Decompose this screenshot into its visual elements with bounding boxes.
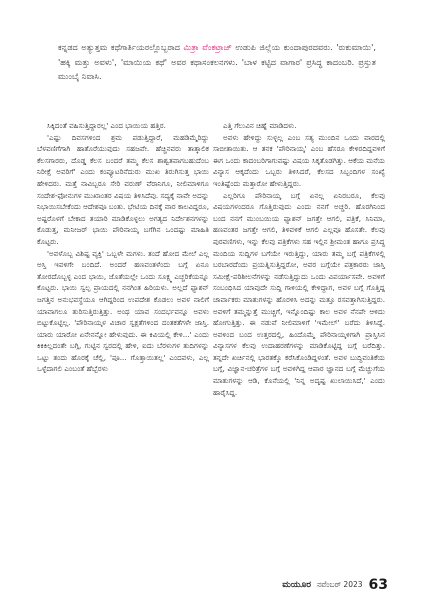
article-column-left [37, 120, 209, 375]
issue-date: ನವೆಂಬರ್ 2023 [316, 580, 363, 589]
page-footer [282, 576, 388, 594]
paragraph: ಅವಳು ಹೇಳಿದ್ದು ಸುಳ್ಳಲ್ಲ ಎಂಬ ಸತ್ಯ ಮುಂದಿನ ಒಂದು ವಾರದಲ್ಲಿ ಸಾಬೀತಾಯಿತು. ಆ ತನಕ 'ಪೌರಿನಾಯ್ಕ' ಎಂಬ ಹೆಸರೂ ಕೇಳಿರದಿದ್ದವಳಿಗೆ ಈಗ ಒಂದು ಕಾದಂಬರಿಗಾಗುವಷ್ಟು ವಿಷಯ ಸಿಕ್ಕತೊಡಗಿತ್ತು. ಆಕೆಯ ಮನೆಯ ವಿನ್ಯಾಸ ಆಕ್ಕದೆಂದು ಒಬ್ಬರು ತಿಳಿಸಿದರೆ, ಕೆಲಸದ ಸಿಬ್ಬಂದಿಗಳ ಸಂಖ್ಯೆ ಇಂತಿಷ್ಟೆಂದು ಮತ್ತಾರೋ ಹೇಳುತ್ತಿದ್ದರು. [213, 132, 385, 188]
author-intro [58, 40, 376, 84]
article-column-right [213, 120, 385, 398]
intro-text-start: ಕನ್ನಡದ ಅತ್ಯುತ್ತಮ ಕಥೆಗಾರ್ತಿಯರಲ್ಲೊಬ್ಬರಾದ [58, 42, 184, 52]
paragraph: 'ಎಷ್ಟು ದಿವಸಗಳಿಂದ ಶ್ರಮ ಪಡುತ್ತಿದ್ದಾರೆ, ಮಹಡಿಮ್ಮೆರಿದ್ದು ಬೆಳವಣಿಗೆಗಾಗಿ ಹಾತೊರೆಯುವುದು ಸಹಜವೇ. ಹೆಚ್ಚಿನವರು ತಾತ್ಕಾಲಿಕ ಕೆಲಸಗಾರರು, ದೊಡ್ಡ ಕೆಲಸ ಬಂದರೆ ತಮ್ಮ ಕೆಲಸ ಶಾಶ್ವತವಾಗಬಹುದೆಂಬ ನಿರೀಕ್ಷೆ ಅವರಿಗೆ' ಎಂದು ಕಂಪ್ಯೂಟರಿನೆದುರು ಮುಖ ತಿರುಗಿಸುತ್ತ ಭಾಯಿ ಹೇಳಿದರು. ಮತ್ತೆ ನಾವಿಬ್ಬರೂ ಸೇರಿ ವರುಣ್ ವೆರಾನಿಗೂ, ನೀಲಿಮಾಳಿಗೂ ಸಂದೇಶ-ಫೋನುಗಳ ಮುಖಾಂತರ ವಿಷಯ ತಿಳಿಸಿದೆವು. ಸದ್ಯಕ್ಕೆ ನಾವೇ ಅದನ್ನು ನಿಭಾಯಿಸಬೇಕೆಂದು ಆದೇಶವೂ ಬಂತು. ಭೇಟಿಯ ದಿನಕ್ಕೆ ವಾರ ಕಾಲವಿದ್ದರೂ, ಅಷ್ಟರೊಳಗೆ ಬೇಕಾದ ತಯಾರಿ ಮಾಡಿಕೊಳ್ಳಲು ಅಗತ್ಯದ ನಿರ್ದೇಶನಗಳನ್ನು ಕೊಡುತ್ತ, ಮನೀಜರ್ ಭಾಯಿ ಪೌರಿನಾಯ್ಕ ಬಗೆಗಿನ ಒಂದಷ್ಟು ಮಾಹಿತಿ ಕೊಟ್ಟರು. [37, 132, 209, 246]
paragraph: ಸಿಕ್ಕಿದಂತೆ ವಹಿಸುತ್ತಿದ್ದಾರಲ್ಲ' ಎಂದ ಭಾಯಿಯ ಹತ್ತಿರ. [47, 121, 166, 130]
paragraph: 'ಅವಳೊಬ್ಬ ವಿಶಿಷ್ಟ ವ್ಯಕ್ತಿ' ಒಬ್ಬಳೇ ಮಗಳು. ತಂದೆ ಹೋದ ಮೇಲೆ ಎಲ್ಲ ಅಸ್ತಿ ಇವಳಿಗೇ ಬಂದಿದೆ. ಅಂದರೆ ಹಣವಂತಳೆಂದು ಬಗ್ಗೆ ಏನೂ ತೋರದೊಬ್ಬಳ್ಳ ಎಂದ ಭಾಯಿ, ಜೊತೆಯಲ್ಲೇ ಒಂದು ಸೂಕ್ಷ್ಮ ಎಚ್ಚರಿಕೆಯನ್ನೂ ಕೊಟ್ಟರು. ಭಾಯಿ ಸ್ವಲ್ಪ ಪ್ರಾಯದಲ್ಲಿ ನನಗಿಂತ ಹಿರಿಯಳು. ಅಲ್ಲದೆ ಫ್ಯಾಶನ್ ಜಗತ್ತಿನ ಅನುಭವಸ್ಥೆಯೂ ಆಗಿದ್ದರಿಂದ ಉಪದೇಶ ಕೊಡಲು ಅವಳ ನಾಲಿಗೆ ಯಾವಾಗಲೂ ತುರಿಸುತ್ತಿರುತ್ತಿತ್ತು. ಅಂಥ ಯಾವ ಸಂದರ್ಭವನ್ನೂ ಅವಳು ಬಿಟ್ಟುಕೊಟ್ಟಿಲ್ಲ. 'ಪೌರಿನಾಯ್ಕಳ ವಿಚಾರ ಸ್ವಕ್ಷತೆಗಳಿಂದ ದಂತಕತೆಗಳೇ ಜಾಸ್ತಿ. ಯಾರು ಯಾರೋ ಏನೇನನ್ನೋ ಹೇಳುವುದು. ಈ ಕಿವಿಯಲ್ಲಿ ಕೇಳಿ...' ಎಂದು ಕಿಕಿಕಿಲ್ಲದಂತೇ ಬಗ್ಗಿ, ಗುಟ್ಟಿನ ಸ್ವರದಲ್ಲಿ ಹೇಳಿ, ಐದು ಬೆರಳುಗಳ ತುದಿಗಳನ್ನು ಒಟ್ಟು ತಂದು ಹೊರಕ್ಕೆ ಚೆಲ್ಲಿ, 'ಪೂ... ಗೊತ್ತಾಯಿತಲ್ಲ' ಎಂದವಳು, ಎಲ್ಲ ಒಳ್ಳೆದಾಗಲಿ ಎಂಬಂತೆ ಹೆಬ್ಬೆರಳು [37, 248, 209, 374]
magazine-logo: ಮಯೂರ [282, 580, 311, 590]
paragraph: ಎಲ್ಲರಿಗೂ ಪೌರಿನಾಯ್ಕ ಬಗ್ಗೆ ಏನಲ್ಲ ಏನಿರಬರೂ, ಕೆಲವು ವಿಷಯಗಳಂದರೂ ಗೊತ್ತಿರುವುದು ಎಂದು ನನಗೆ ಅಚ್ಚರಿ. ಹೊರಗಿನಿಂದ ಬಂದ ನನಗೆ ಮುಂಬಯಿಯ ಫ್ಯಾಶನ್ ಜಗತ್ತೇ ಆಗಲಿ, ಪತ್ರಿಕೆ, ಸಿನಿಮಾ, ಹಣವಂತರ ಜಗತ್ತೇ ಆಗಲಿ, ತಿಳಿವಳಿಕೆ ಆಗಲಿ ಎಲ್ಲವೂ ಹೊಸತೇ. ಕೆಲವು ಪುರವಣಿಗಳು, ಇನ್ನು ಕೆಲವು ಪತ್ರಿಕೆಗಳು ಸಹ ಇಲ್ಲಿನ ಶ್ರೀಮಂತ ಹಾಗೂ ಪ್ರಸಿದ್ಧ ಮಂದಿಯ ಸುದ್ದಿಗಳ ಬಗೆಯೇ ಇರುತ್ತಿದ್ದು, ಯಾರು ತಮ್ಮ ಬಗ್ಗೆ ಪತ್ರಿಕೆಗಳಲ್ಲಿ ಬರಬಾರದೆಂದು ಪ್ರಯತ್ನಿಸುತ್ತಿದ್ದರೋ, ಅವರ ಬಗ್ಗೆಯೇ ಪತ್ರಕಾರರು ಜಾಸ್ತಿ ಸಮೀಕ್ಷೆ-ಪರಿಶೀಲನೆಗಳನ್ನು ನಡೆಸುತ್ತಿದ್ದುದು ಒಂದು ವಿಪರ್ಯಾಸವೇ. ಅವಳಿಗೆ ಸಂಬಂಧಿಸಿದ ಯಾವುದೇ ಸುದ್ದಿ ಗಾಳಿಯಲ್ಲಿ ಕೇಳಿದ್ದಾಗ, ಅವಳ ಬಗ್ಗೆ ಗೊತ್ತಿದ್ದ ಚಾರ್ವಾಕರು ಮಾತುಗಳನ್ನು ಹೊರಳಿಸಿ ಅದನ್ನು ಮತ್ತೂ ರಸವತ್ತಾಗಿಸುತ್ತಿದ್ದರು. ಅವಳಿಗೆ ತಮ್ಮನ್ನುತ್ತೆ ಮುಚ್ಚಿಗೆ, ಇನ್ನೊಂದಿಷ್ಟು ಕಾಲ ಅವಳ ನೆನಪೇ ಆಳಿದು ಹೋಗುತ್ತಿತ್ತು. ಈ ನಡುವೆ ನೀಲಿಮಾಳಿಗೆ 'ಇಮೇಲ್' ಬರೆದು ತಿಳಿಸಿದ್ದೆ. ಅವಳಿಂದ ಬಂದ ಉತ್ತರದಲ್ಲಿ, ಹಿಂದೊಮ್ಮೆ ಪೌರಿನಾಯ್ಕಳಿಗಾಗಿ ಪ್ರಾಸ್ತಿಸಿನ ವಿನ್ಯಾಸಗಳ ಕೆಲವು ಉದಾಹರಣೆಗಳನ್ನು ಮಾಡಿಕೊಟ್ಟಿದ್ದ ಬಗ್ಗೆ ಬರೆದಿತ್ತು. ತನ್ನದೇ ಖರ್ಚಿನಲ್ಲಿ ಭಾರತಕ್ಕೊ ಕರೆಸಿಕೊಂಡಿದ್ದಳಂತೆ. ಅವಳ ಬುದ್ಧಿವಂತಿಕೆಯ ಬಗ್ಗೆ, ವಿಜ್ಞಾನ-ಚರಿತ್ರೆಗಳ ಬಗ್ಗೆ ಅವಳಿಗಿದ್ದ ಆಪಾರ ಜ್ಞಾನದ ಬಗ್ಗೆ ಮೆಚ್ಚುಗೆಯ ಮಾತುಗಳನ್ನು ಆಡಿ, ಕೊನೆಯಲ್ಲಿ 'ನಿನ್ನ ಅದೃಷ್ಟ ಖುಲಾಯಿಸಿದೆ,' ಎಂದು ಹಾರೈಸಿದ್ದ. [213, 190, 385, 397]
page-number: 63 [368, 577, 388, 593]
author-name: ಮಿತ್ರಾ ವೆಂಕಟ್ರಾಜ್ [183, 42, 232, 52]
paragraph: ಎತ್ತಿ ಗೆಲುವಿನ ಚಿಹ್ನೆ ಮಾಡಿದಳು. [223, 121, 297, 130]
intro-text-end: ಉಡುಪಿ ಜಿಲ್ಲೆಯ ಕುಂದಾಪುರದವರು. 'ರುಕುಮಾಯಿ', 'ಹಕ್ಕಿ ಮತ್ತು ಅವಳು', 'ಮಾಯಿಯ ಕಥೆ' ಅವರ ಕಥಾಸಂಕಲನಗಳು. 'ಬಾಳ ಕಟ್ಟಿದ ವಾಗಾರ' ಪ್ರಸಿದ್ಧ ಕಾದಂಬರಿ. ಪ್ರಸ್ತುತ ಮುಂಬೈ ನಿವಾಸಿ. [58, 42, 376, 81]
